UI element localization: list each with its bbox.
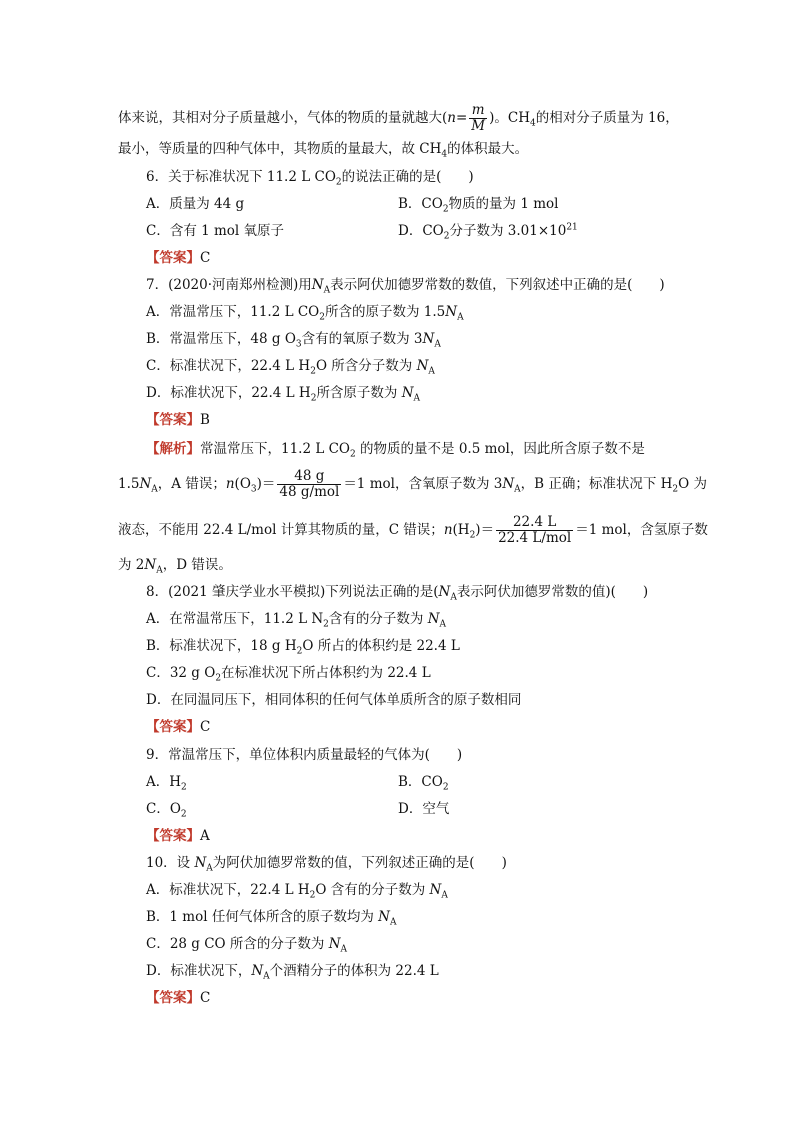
fraction-denominator: 48 g/mol	[279, 484, 340, 500]
subscript: 2	[672, 484, 679, 495]
subscript: 2	[296, 646, 303, 657]
subscript: A	[206, 863, 213, 874]
paragraph-line	[118, 103, 679, 134]
answer-value: C	[200, 990, 211, 1006]
subscript: 3	[250, 484, 257, 495]
option-d	[398, 800, 449, 818]
var-N: N	[311, 277, 324, 293]
var-N: N	[139, 476, 152, 492]
var-N: N	[502, 476, 515, 492]
text: A．质量为 44 g	[146, 196, 245, 212]
option-a	[146, 773, 187, 791]
text: ，A 错误；	[157, 476, 226, 492]
var-N: N	[445, 304, 458, 320]
text: C．28 g CO 所含的分子数为	[146, 936, 329, 952]
subscript: 4	[441, 149, 448, 160]
subscript: 2	[443, 231, 450, 242]
answer-line	[146, 827, 210, 845]
text: 物质的量为 1 mol	[448, 196, 559, 212]
text: 1.5	[118, 476, 140, 492]
text: 为阿伏加德罗常数的值，下列叙述正确的是( )	[212, 855, 507, 871]
var-N: N	[328, 936, 341, 952]
option-a	[146, 881, 448, 899]
option-b	[398, 773, 449, 791]
var-N: N	[401, 385, 414, 401]
option-a	[146, 303, 464, 321]
var-N: N	[378, 909, 390, 925]
answer-label: 【答案】	[146, 719, 200, 735]
subscript: 2	[469, 530, 476, 541]
question-7-stem	[146, 276, 665, 294]
text: 的说法正确的是( )	[341, 169, 474, 185]
text: 在标准状况下所占体积约为 22.4 L	[221, 665, 431, 681]
subscript: A	[514, 484, 521, 495]
answer-label: 【答案】	[146, 412, 200, 428]
question-8-stem	[146, 583, 648, 601]
text: =	[455, 110, 468, 126]
explanation-line	[146, 440, 645, 458]
answer-value: A	[200, 828, 210, 844]
text: O 为	[678, 476, 708, 492]
text: 分子数为 3.01×10	[449, 223, 567, 239]
text: 的相对分子质量为 16，	[535, 110, 679, 126]
text: )。CH	[489, 110, 530, 126]
fraction-numerator: m	[469, 103, 487, 119]
subscript: A	[156, 565, 163, 576]
fraction-m-over-M	[469, 103, 487, 134]
subscript: A	[457, 312, 464, 323]
text: (O	[234, 476, 251, 492]
option-c	[146, 800, 187, 818]
subscript: 2	[319, 312, 325, 323]
subscript: A	[434, 339, 441, 350]
var-N: N	[251, 963, 264, 979]
text: )＝	[256, 476, 276, 492]
text: 常温常压下，11.2 L CO	[200, 441, 351, 457]
text: 7．(2020·河南郑州检测)用	[146, 277, 312, 293]
option-d	[146, 384, 420, 402]
explanation-line	[118, 468, 707, 500]
text: 8．(2021 肇庆学业水平模拟)下列说法正确的是(	[146, 584, 439, 600]
subscript: A	[323, 285, 331, 296]
subscript: 2	[323, 619, 329, 630]
answer-label: 【答案】	[146, 250, 200, 266]
text: 的物质的量不是 0.5 mol，因此所含原子数不是	[355, 441, 645, 457]
subscript: 4	[530, 118, 536, 129]
subscript: A	[450, 592, 457, 603]
option-c	[146, 357, 435, 375]
text: 9．常温常压下，单位体积内质量最轻的气体为( )	[146, 747, 463, 763]
answer-line	[146, 989, 210, 1007]
text: A．常温常压下，11.2 L CO	[146, 304, 320, 320]
text: O 含有的分子数为	[315, 882, 430, 898]
text: 所含的原子数为 1.5	[325, 304, 446, 320]
fraction	[496, 515, 573, 546]
var-N: N	[194, 855, 207, 871]
option-a	[146, 610, 446, 628]
answer-value: C	[200, 719, 211, 735]
text: C．32 g O	[146, 665, 216, 681]
var-n: n	[225, 476, 235, 492]
text: ＝1 mol，含氢原子数	[575, 522, 708, 538]
text: B．常温常压下，48 g O	[146, 331, 296, 347]
fraction-numerator: 48 g	[277, 469, 341, 485]
subscript: A	[439, 619, 447, 630]
text: 的体积最大。	[447, 141, 529, 157]
explanation-line	[118, 514, 708, 546]
text: D．空气	[398, 801, 450, 817]
var-n: n	[443, 522, 453, 538]
option-d	[146, 691, 521, 709]
subscript: 2	[350, 449, 356, 460]
answer-value: C	[200, 250, 211, 266]
text: 含有的分子数为	[328, 611, 428, 627]
option-c	[146, 664, 431, 682]
subscript: A	[151, 484, 158, 495]
subscript: 2	[310, 366, 316, 377]
answer-line	[146, 411, 210, 429]
var-N: N	[416, 358, 429, 374]
option-b	[146, 330, 441, 348]
subscript: A	[263, 971, 270, 982]
answer-line	[146, 249, 210, 267]
subscript: 2	[335, 177, 342, 188]
subscript: A	[441, 890, 448, 901]
text: (H	[452, 522, 470, 538]
text: D．CO	[398, 223, 444, 239]
text: O 所含分子数为	[315, 358, 417, 374]
text: C．O	[146, 801, 181, 817]
explanation-label: 【解析】	[146, 441, 200, 457]
var-N: N	[422, 331, 435, 347]
var-N: N	[427, 611, 440, 627]
option-c	[146, 222, 284, 240]
text: 最小，等质量的四种气体中，其物质的量最大，故 CH	[118, 141, 442, 157]
var-N: N	[144, 557, 157, 573]
text: D．在同温同压下，相同体积的任何气体单质所含的原子数相同	[146, 692, 522, 708]
text: B．1 mol 任何气体所含的原子数均为	[146, 909, 379, 925]
subscript: 2	[442, 782, 449, 793]
subscript: 2	[215, 673, 222, 684]
text: 表示阿伏加德罗常数的值)( )	[456, 584, 649, 600]
text: 体来说，其相对分子质量越小，气体的物质的量就越大(	[118, 110, 448, 126]
subscript: 2	[181, 782, 187, 793]
text: O 所占的体积约是 22.4 L	[302, 638, 460, 654]
text: 个酒精分子的体积为 22.4 L	[269, 963, 439, 979]
option-b	[398, 195, 558, 213]
text: A．在常温常压下，11.2 L N	[146, 611, 324, 627]
paragraph-line	[118, 140, 528, 158]
text: 液态，不能用 22.4 L/mol 计算其物质的量，C 错误；	[118, 522, 444, 538]
text: A．H	[146, 774, 182, 790]
fraction-denominator: M	[471, 118, 486, 134]
text: ，B 正确；标准状况下 H	[520, 476, 673, 492]
text: 6．关于标准状况下 11.2 L CO	[146, 169, 336, 185]
fraction-numerator: 22.4 L	[496, 515, 573, 531]
option-a	[146, 195, 244, 213]
subscript: A	[389, 917, 397, 928]
question-9-stem	[146, 746, 462, 764]
answer-label: 【答案】	[146, 990, 200, 1006]
text: 含有的氧原子数为 3	[301, 331, 423, 347]
text: )＝	[475, 522, 495, 538]
text: 为 2	[118, 557, 145, 573]
answer-value: B	[200, 412, 210, 428]
subscript: A	[428, 366, 435, 377]
explanation-line	[118, 556, 232, 574]
var-N: N	[429, 882, 442, 898]
question-6-stem	[146, 168, 474, 186]
var-n: n	[447, 110, 456, 126]
option-d	[398, 222, 578, 240]
option-b	[146, 908, 396, 926]
text: D．标准状况下，	[146, 963, 252, 979]
subscript: 2	[310, 393, 317, 404]
subscript: 2	[309, 890, 316, 901]
text: A．标准状况下，22.4 L H	[146, 882, 310, 898]
text: B．标准状况下，18 g H	[146, 638, 297, 654]
option-b	[146, 637, 460, 655]
question-10-stem	[146, 854, 507, 872]
subscript: A	[413, 393, 421, 404]
text: C．标准状况下，22.4 L H	[146, 358, 311, 374]
text: D．标准状况下，22.4 L H	[146, 385, 311, 401]
option-c	[146, 935, 347, 953]
option-d	[146, 962, 439, 980]
text: ，D 错误。	[162, 557, 232, 573]
text: 表示阿伏加德罗常数的数值，下列叙述中正确的是( )	[330, 277, 665, 293]
fraction-denominator: 22.4 L/mol	[498, 530, 572, 546]
text: 所含原子数为	[316, 385, 402, 401]
var-N: N	[438, 584, 451, 600]
text: B．CO	[398, 196, 443, 212]
text: C．含有 1 mol 氧原子	[146, 223, 285, 239]
superscript: 21	[566, 222, 578, 233]
subscript: A	[340, 944, 348, 955]
answer-label: 【答案】	[146, 828, 200, 844]
answer-line	[146, 718, 210, 736]
subscript: 3	[295, 339, 302, 350]
subscript: 2	[442, 204, 449, 215]
text: B．CO	[398, 774, 443, 790]
text: 10．设	[146, 855, 195, 871]
text: ＝1 mol，含氧原子数为 3	[343, 476, 503, 492]
fraction	[277, 469, 341, 500]
subscript: 2	[180, 809, 187, 820]
